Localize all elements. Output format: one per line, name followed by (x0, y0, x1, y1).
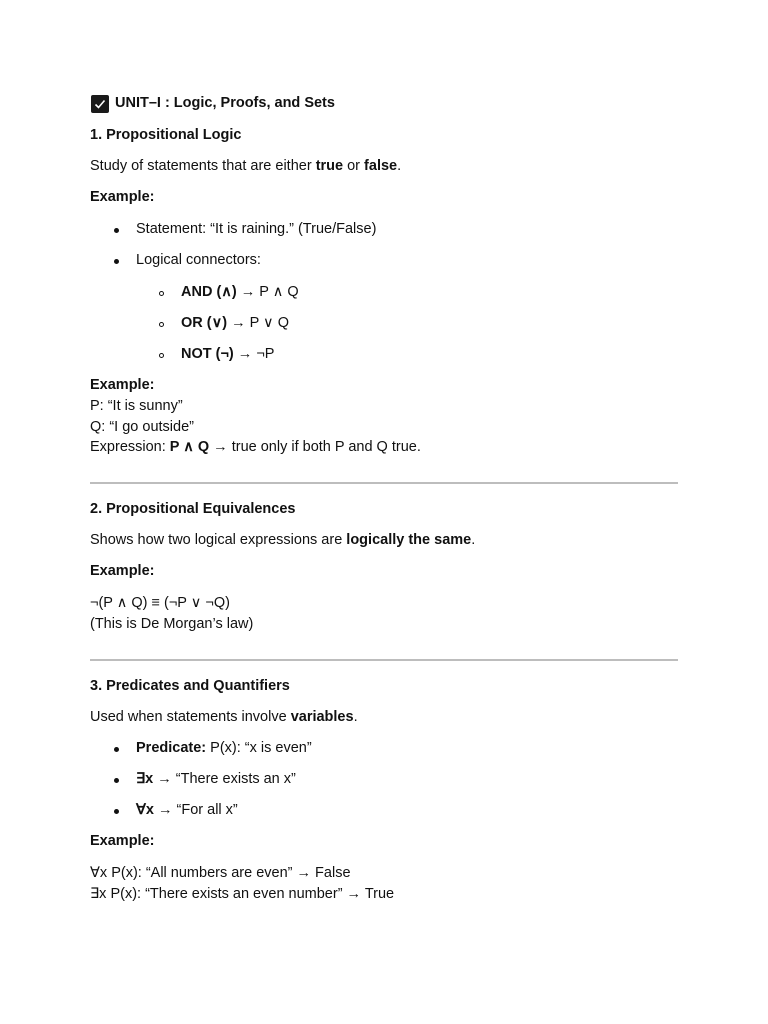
section-divider (90, 482, 678, 484)
bullet-icon (114, 228, 119, 233)
list-item: Statement: “It is raining.” (True/False) (136, 221, 377, 237)
section-1-example-label: Example: (90, 189, 155, 205)
list-item: Predicate: P(x): “x is even” (136, 740, 312, 756)
section-1-heading: 1. Propositional Logic (90, 127, 242, 143)
checkbox-checked-icon (91, 95, 109, 113)
de-morgan-formula: ¬(P ∧ Q) ≡ (¬P ∨ ¬Q) (90, 595, 230, 611)
connector-or: OR (∨) → P ∨ Q (181, 315, 289, 331)
connector-and: AND (∧) → P ∧ Q (181, 284, 299, 300)
q-definition: Q: “I go outside” (90, 419, 194, 435)
section-3-example-label: Example: (90, 833, 155, 849)
circle-bullet-icon (159, 322, 164, 327)
connector-not: NOT (¬) → ¬P (181, 346, 275, 362)
section-1-example-2-label: Example: (90, 377, 155, 393)
section-2-example-label: Example: (90, 563, 155, 579)
bullet-icon (114, 747, 119, 752)
unit-title: UNIT–I : Logic, Proofs, and Sets (115, 95, 335, 111)
list-item: Logical connectors: (136, 252, 261, 268)
section-2-heading: 2. Propositional Equivalences (90, 501, 296, 517)
expression-line: Expression: P ∧ Q → true only if both P and Q true. (90, 439, 421, 455)
bullet-icon (114, 809, 119, 814)
bullet-icon (114, 778, 119, 783)
bullet-icon (114, 259, 119, 264)
section-2-intro: Shows how two logical expressions are logically the same. (90, 532, 476, 548)
de-morgan-note: (This is De Morgan’s law) (90, 616, 254, 632)
section-3-intro: Used when statements involve variables. (90, 709, 358, 725)
section-1-intro: Study of statements that are either true or false. (90, 158, 402, 174)
example-line-forall: ∀x P(x): “All numbers are even” → False (90, 865, 351, 881)
section-divider (90, 659, 678, 661)
p-definition: P: “It is sunny” (90, 398, 183, 414)
section-3-heading: 3. Predicates and Quantifiers (90, 678, 290, 694)
list-item: ∀x → “For all x” (136, 802, 238, 818)
example-line-exists: ∃x P(x): “There exists an even number” → True (90, 886, 395, 902)
circle-bullet-icon (159, 291, 164, 296)
list-item: ∃x → “There exists an x” (136, 771, 296, 787)
circle-bullet-icon (159, 353, 164, 358)
